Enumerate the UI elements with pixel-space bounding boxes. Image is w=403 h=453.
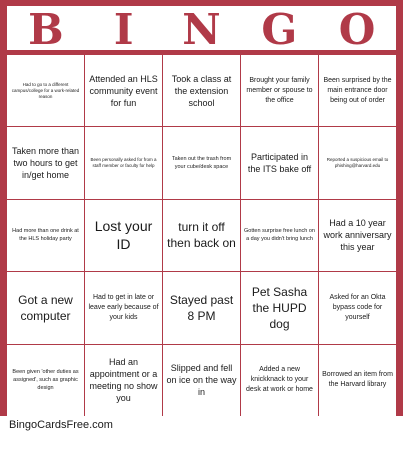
cell-text: Participated in the ITS bake off [247,152,312,175]
cell-text: Took a class at the extension school [171,73,232,108]
bingo-cell[interactable] [85,200,162,271]
cell-text: Lost your ID [94,218,153,253]
cell-text: Reported a suspicious email to phishing@harvard.edu [326,157,389,169]
cell-text: Had a 10 year work anniversary this year [323,218,392,253]
cell-text: Had to go to a different campus/college for a work-related reason [11,81,80,99]
bingo-cell[interactable] [163,55,240,126]
bingo-cell[interactable] [319,127,396,198]
bingo-cell[interactable] [163,127,240,198]
bingo-cell[interactable] [319,345,396,416]
cell-text: Had to get in late or leave early because of your kids [88,293,159,321]
cell-text: Taken more than two hours to get in/get home [11,146,80,181]
cell-text: Taken out the trash from your cube/desk space [171,156,232,171]
cell-text: Added a new knickknack to your desk at work or home [246,366,313,394]
cell-text: Stayed past 8 PM [169,292,234,323]
bingo-cell[interactable] [241,55,318,126]
footer [0,416,403,453]
bingo-cell[interactable] [85,55,162,126]
bingo-cell[interactable] [163,345,240,416]
bingo-cell[interactable] [7,55,84,126]
bingo-cell[interactable] [85,345,162,416]
bingo-cell[interactable] [241,127,318,198]
footer-site-link[interactable]: BingoCardsFree.com [9,419,113,431]
cell-text: Been personally asked for from a staff member or faculty for help [90,157,157,169]
bingo-cell[interactable] [7,200,84,271]
cell-text: Got a new computer [18,292,73,323]
bingo-cell[interactable] [241,200,318,271]
bingo-cell[interactable] [241,272,318,343]
bingo-cell[interactable] [85,272,162,343]
header-letter-b: B [28,5,64,54]
bingo-cell[interactable] [7,272,84,343]
cell-text: Been given 'other duties as assigned', such as graphic design [12,369,79,392]
bingo-cell[interactable] [241,345,318,416]
bingo-cell[interactable] [163,200,240,271]
cell-text: Had more than one drink at the HLS holiday party [12,228,79,243]
cell-text: Had an appointment or a meeting no show you [89,357,158,404]
cell-text: Attended an HLS community event for fun [89,73,158,108]
bingo-header [7,5,396,54]
cell-text: Been surprised by the main entrance door being out of order [323,76,392,104]
header-letter-g: G [261,5,298,54]
cell-text: Asked for an Okta bypass code for yourself [329,293,386,321]
cell-text: Brought your family member or spouse to the office [246,76,313,104]
bingo-cell[interactable] [85,127,162,198]
header-letter-i: I [113,5,134,54]
bingo-cell[interactable] [7,127,84,198]
cell-text: Borrowed an item from the Harvard library [322,371,393,389]
bingo-cell[interactable] [163,272,240,343]
header-letter-n: N [182,5,221,54]
bingo-cell[interactable] [319,272,396,343]
bingo-cell[interactable] [7,345,84,416]
bingo-cell[interactable] [319,55,396,126]
header-letter-o: O [338,5,376,54]
cell-text: Pet Sasha the HUPD dog [251,284,308,331]
cell-text: turn it off then back on [167,220,236,251]
bingo-cell[interactable] [319,200,396,271]
cell-text: Gotten surprise free lunch on a day you didn't bring lunch [244,228,315,243]
cell-text: Slipped and fell on ice on the way in [166,363,237,398]
bingo-grid [7,55,396,416]
